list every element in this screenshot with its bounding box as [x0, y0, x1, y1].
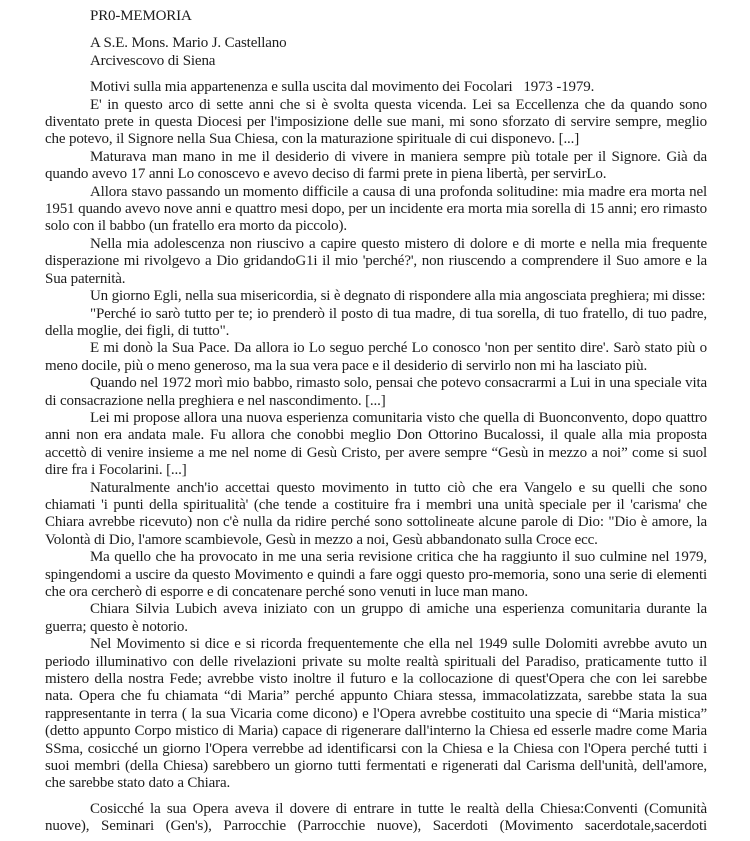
- paragraph-10: Naturalmente anch'io accettai questo movimento in tutto ciò che era Vangelo e su quelli che sono chiamati 'i punti della spiritualità' (che tende a costituire fra i membri una unità speciale per il 'carisma' che Chiara avrebbe ricevuto) non c'è nulla da ridire perché sono sottolineate alcune parole di Dio: "Dio è amore, la Volontà di Dio, l'amore scambievole, Gesù in mezzo a noi, Gesù abbandonato sulla Croce ecc.: [45, 479, 707, 548]
- paragraph-7: E mi donò la Sua Pace. Da allora io Lo seguo perché Lo conosco 'non per sentito dire'. Sarò stato più o meno docile, più o meno generoso, ma la sua vera pace e il desiderio di servirlo non mi ha lasciato più.: [45, 340, 707, 374]
- addressee-line-1: A S.E. Mons. Mario J. Castellano: [90, 35, 287, 52]
- paragraph-2: Maturava man mano in me il desiderio di vivere in maniera sempre più totale per il Signore. Già da quando avevo 17 anni Lo conoscevo e avevo deciso di farmi prete in piena libertà, per servirLo.: [45, 148, 707, 183]
- paragraph-8: Quando nel 1972 morì mio babbo, rimasto solo, pensai che potevo consacrarmi a Lui in una speciale vita di consacrazione nella preghiera e nel nascondimento. [...]: [45, 375, 707, 409]
- paragraph-1: E' in questo arco di sette anni che si è svolta questa vicenda. Lei sa Eccellenza che da quando sono diventato prete in questa Diocesi per l'imposizione delle sue mani, mi sono sforzato di servire sempre, meglio che potevo, il Signore nella Sua Chiesa, con la maturazione spirituale di cui disponevo. [...]: [45, 96, 707, 148]
- paragraph-4: Nella mia adolescenza non riuscivo a capire questo mistero di dolore e di morte e nella mia frequente disperazione mi rivolgevo a Dio gridandoG1i il mio 'perché?', non riuscendo a comprendere il Suo amore e la Sua paternità.: [45, 235, 707, 287]
- paragraph-14: Cosicché la sua Opera aveva il dovere di entrare in tutte le realtà della Chiesa:Conventi (Comunità nuove), Seminari (Gen's), Parrocchie (Parrocchie nuove), Sacerdoti (Movimento sacerdotale,sacerdoti: [45, 800, 707, 835]
- subject-line: Motivi sulla mia appartenenza e sulla uscita dal movimento dei Focolari 1973 -1979.: [90, 79, 595, 96]
- paragraph-9: Lei mi propose allora una nuova esperienza comunitaria visto che quella di Buonconvento, dopo quattro anni non era andata male. Fu allora che conobbi meglio Don Ottorino Bucalossi, il quale alla mia proposta accettò di venire insieme a me nel nome di Gesù Cristo, per avere sempre “Gesù in mezzo a noi” come si suol dire fra i Focolarini. [...]: [45, 409, 707, 479]
- paragraph-11: Ma quello che ha provocato in me una seria revisione critica che ha raggiunto il suo culmine nel 1979, spingendomi a uscire da questo Movimento e quindi a fare oggi questo pro-memoria, sono una serie di elementi che ora cercherò di esporre e di concatenare perché sono venuti in luce man mano.: [45, 549, 707, 600]
- paragraph-12: Chiara Silvia Lubich aveva iniziato con un gruppo di amiche una esperienza comunitaria durante la guerra; questo è notorio.: [45, 601, 707, 635]
- addressee-block: [45, 35, 707, 70]
- paragraph-6: "Perché io sarò tutto per te; io prenderò il posto di tua madre, di tua sorella, di tuo fratello, di tuo padre, della moglie, dei figli, di tutto".: [45, 305, 707, 339]
- paragraph-5: Un giorno Egli, nella sua misericordia, si è degnato di rispondere alla mia angosciata preghiera; mi disse:: [90, 288, 706, 305]
- paragraph-13: Nel Movimento si dice e si ricorda frequentemente che ella nel 1949 sulle Dolomiti avrebbe avuto un periodo illuminativo con delle rivelazioni private su molte realtà spirituali del Paradiso, praticamente tutto il mistero della nostra Fede; avrebbe visto inoltre il futuro e la collocazione di quest'Opera che con lei sarebbe nata. Opera che fu chiamata “di Maria” perché appunto Chiara stessa, immacolatizzata, sarebbe stata la sua rappresentante in terra ( la sua Vicaria come dicono) e l'Opera avrebbe costituito una specie di “Maria mistica” (detto appunto Corpo mistico di Maria) capace di rigenerare dall'interno la Chiesa ed esserle madre come Maria SSma, cosicché un giorno l'Opera verrebbe ad identificarsi con la Chiesa e la Chiesa con l'Opera perché tutti i suoi membri (della Chiesa) sarebbero un giorno tutti fermentati e rigenerati dal Carisma dell'unità, dell'amore, che sarebbe stato dato a Chiara.: [45, 636, 707, 792]
- document-title: PR0-MEMORIA: [90, 8, 192, 24]
- addressee-line-2: Arcivescovo di Siena: [90, 52, 216, 69]
- paragraph-3: Allora stavo passando un momento difficile a causa di una profonda solitudine: mia madre era morta nel 1951 quando avevo nove anni e quattro mesi dopo, per un incidente era morta mia sorella di 15 anni; ero rimasto solo con il babbo (un fratello era morto da piccolo).: [45, 183, 707, 235]
